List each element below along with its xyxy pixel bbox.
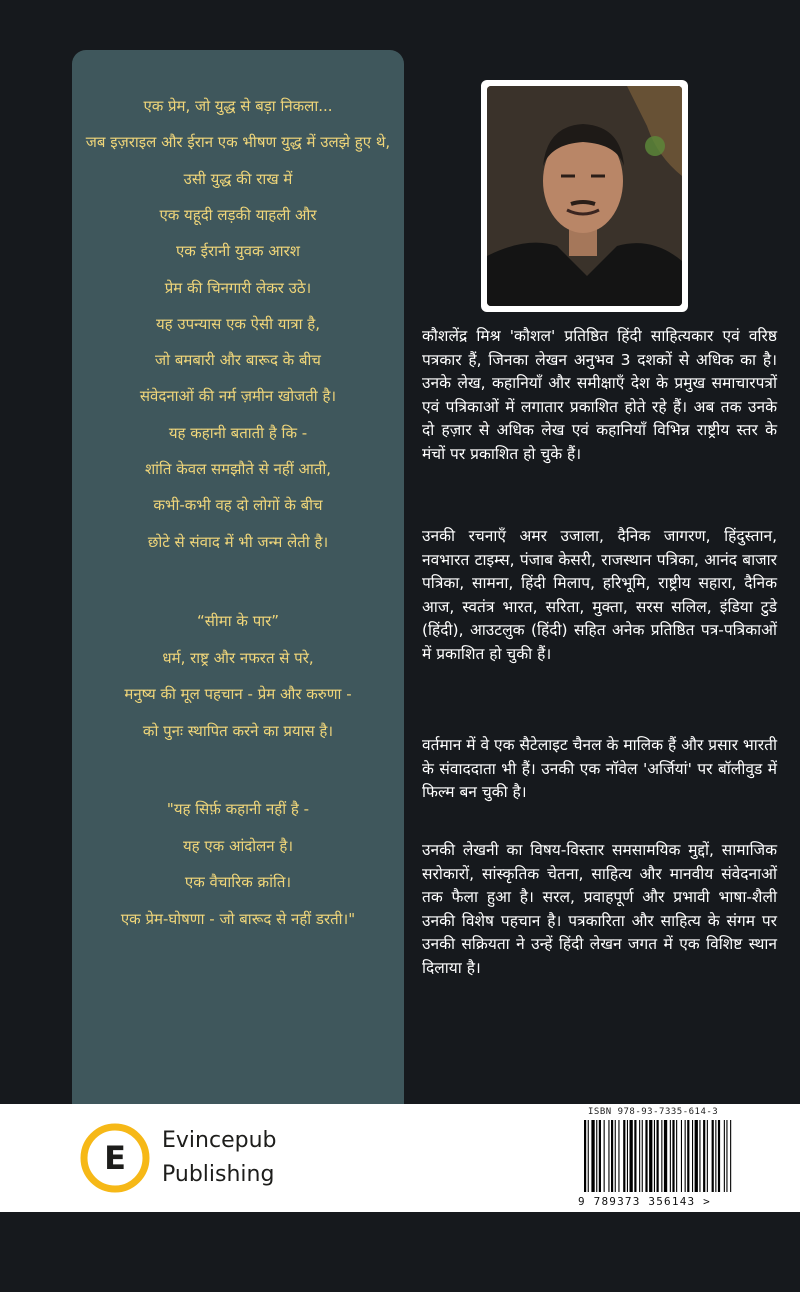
poem-line: जो बमबारी और बारूद के बीच [155,351,321,370]
poem-line: को पुनः स्थापित करने का प्रयास है। [142,721,334,740]
publisher-name: Evincepub [162,1128,277,1153]
publisher-subtitle: Publishing [162,1162,275,1187]
isbn-barcode [578,1118,778,1194]
poem-line: मनुष्य की मूल पहचान - प्रेम और करुणा - [124,685,352,703]
poem-line: कभी-कभी वह दो लोगों के बीच [153,496,323,515]
poem-line: एक वैचारिक क्रांति। [184,873,292,891]
svg-text:E: E [104,1139,126,1177]
poem-line: शांति केवल समझौते से नहीं आती, [144,460,332,478]
poem-line: एक यहूदी लड़की याहली और [159,205,317,224]
footer-band [0,1212,800,1292]
poem-line: "यह सिर्फ़ कहानी नहीं है - [166,800,310,818]
poem-line: एक प्रेम, जो युद्ध से बड़ा निकला... [143,97,333,115]
author-bio-p1: कौशलेंद्र मिश्र 'कौशल' प्रतिष्ठित हिंदी साहित्यकार एवं वरिष्ठ पत्रकार हैं, जिनका लेखन अनुभव 3 दशकों से अधिक का है। उनके लेख, कहानियाँ और समीक्षाएँ देश के प्रमुख समाचारपत्रों एवं पत्रिकाओं में लगातार प्रकाशित होते रहे हैं। अब तक उनके दो हज़ार से अधिक लेख एवं कहानियाँ विभिन्न राष्ट्रीय स्तर के मंचों पर प्रकाशित हो चुके हैं। [422,327,777,463]
author-bio-p4: उनकी लेखनी का विषय-विस्तार समसामयिक मुद्दों, सामाजिक सरोकारों, सांस्कृतिक चेतना, साहित्य और मानवीय संवेदनाओं तक फैला हुआ है। सरल, प्रवाहपूर्ण और प्रभावी भाषा-शैली उनकी विशेष पहचान है। पत्रकारिता और साहित्य के संगम पर उनकी सक्रियता ने उन्हें हिंदी लेखन जगत में एक विशिष्ट स्थान दिलाया है। [422,841,777,977]
poem-line: जब इज़राइल और ईरान एक भीषण युद्ध में उलझे हुए थे, [85,133,391,152]
author-portrait-icon [487,86,682,306]
poem-line: प्रेम की चिनगारी लेकर उठे। [164,278,312,297]
isbn-label: ISBN 978-93-7335-614-3 [588,1107,719,1117]
author-photo [487,86,682,306]
poem-line: यह उपन्यास एक ऐसी यात्रा है, [155,314,320,333]
author-bio-p3: वर्तमान में वे एक सैटेलाइट चैनल के मालिक हैं और प्रसार भारती के संवाददाता भी हैं। उनकी एक नॉवेल 'अर्जियां' पर बॉलीवुड में फिल्म बन चुकी है। [422,736,777,801]
poem-line: एक प्रेम-घोषणा - जो बारूद से नहीं डरती।" [120,909,356,928]
poem-line: यह कहानी बताती है कि - [168,423,308,442]
poem-line: धर्म, राष्ट्र और नफरत से परे, [162,648,314,667]
author-photo-frame [481,80,688,312]
poem-line: संवेदनाओं की नर्म ज़मीन खोजती है। [139,387,337,406]
poem-line: एक ईरानी युवक आरश [176,242,300,261]
poem-line: यह एक आंदोलन है। [182,836,294,855]
barcode-number: 9 789373 356143 > [578,1195,711,1208]
author-bio-p2: उनकी रचनाएँ अमर उजाला, दैनिक जागरण, हिंदुस्तान, नवभारत टाइम्स, पंजाब केसरी, राजस्थान पत्रिका, आनंद बाजार पत्रिका, सामना, हिंदी मिलाप, हरिभूमि, राष्ट्रीय सहारा, दैनिक आज, स्वतंत्र भारत, सरिता, मुक्ता, सरस सलिल, इंडिया टुडे (हिंदी), आउटलुक (हिंदी) सहित अनेक प्रतिष्ठित पत्र-पत्रिकाओं में प्रकाशित हो चुकी हैं। [422,527,777,663]
poem-line: छोटे से संवाद में भी जन्म लेती है। [147,532,329,551]
poem-line: “सीमा के पार” [196,612,280,630]
poem-line: उसी युद्ध की राख में [183,169,293,188]
publisher-logo-icon [80,1123,150,1193]
